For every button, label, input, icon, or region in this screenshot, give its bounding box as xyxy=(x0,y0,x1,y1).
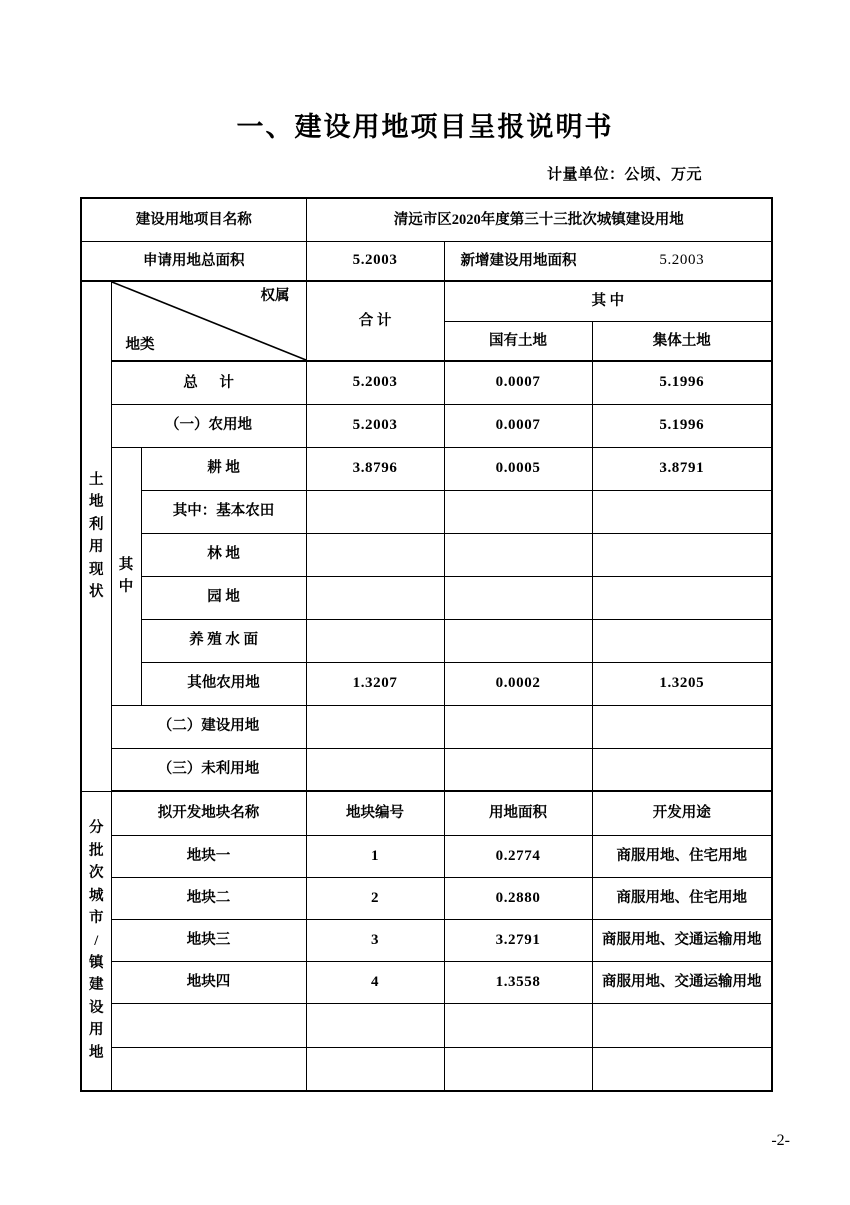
among-which-header: 其 中 xyxy=(444,281,772,321)
new-construction-value: 5.2003 xyxy=(659,252,705,269)
collective-header: 集体土地 xyxy=(592,321,772,361)
cell-agri-collective: 5.1996 xyxy=(592,404,772,447)
applied-area-value: 5.2003 xyxy=(306,241,444,281)
col-header-parcel-no: 地块编号 xyxy=(306,791,444,835)
cell-agri-sum: 5.2003 xyxy=(306,404,444,447)
row-label-total: 总 计 xyxy=(111,361,306,404)
section1-sub-vertical-label xyxy=(111,447,141,705)
vtext-char: 用 xyxy=(89,1022,104,1039)
table-row-other-agricultural xyxy=(81,662,772,705)
project-name-value: 清远市区2020年度第三十三批次城镇建设用地 xyxy=(306,198,772,241)
vtext-char: 设 xyxy=(89,999,104,1016)
cell-unused-collective xyxy=(592,748,772,791)
table-row-aquaculture xyxy=(81,619,772,662)
section1-vertical-label-text xyxy=(82,469,111,604)
table-row-parcel xyxy=(81,835,772,877)
table-row-parcel-empty xyxy=(81,1047,772,1091)
cell-construction-state xyxy=(444,705,592,748)
vtext-char: 状 xyxy=(89,584,104,601)
page-title: 一、建设用地项目呈报说明书 xyxy=(236,112,614,142)
col-header-parcel-name: 拟开发地块名称 xyxy=(111,791,306,835)
cell-construction-collective xyxy=(592,705,772,748)
parcel-area: 3.2791 xyxy=(444,919,592,961)
cell-forest-collective xyxy=(592,533,772,576)
table-row-forest xyxy=(81,533,772,576)
ownership-label: 权属 xyxy=(260,288,290,304)
vtext-char: 利 xyxy=(89,516,104,533)
vtext-char: 城 xyxy=(89,887,104,904)
table-row-parcel xyxy=(81,961,772,1003)
applied-area-label: 申请用地总面积 xyxy=(81,241,306,281)
cell-garden-state xyxy=(444,576,592,619)
section1-vertical-label xyxy=(81,281,111,791)
vtext-char: 现 xyxy=(89,561,104,578)
cell-unused-sum xyxy=(306,748,444,791)
parcel-use: 商服用地、住宅用地 xyxy=(592,877,772,919)
parcel-use xyxy=(592,1003,772,1047)
cell-otheragri-state: 0.0002 xyxy=(444,662,592,705)
row-label-agricultural: （一）农用地 xyxy=(111,404,306,447)
table-row-cultivated xyxy=(81,447,772,490)
parcel-area: 0.2774 xyxy=(444,835,592,877)
row-label-aquaculture: 养 殖 水 面 xyxy=(141,619,306,662)
cell-basicfarm-collective xyxy=(592,490,772,533)
page-number: -2- xyxy=(771,1132,790,1149)
row-label-unused-land: （三）未利用地 xyxy=(111,748,306,791)
vtext-char: 用 xyxy=(89,539,104,556)
vtext-char: 其 xyxy=(118,556,134,573)
parcel-area xyxy=(444,1047,592,1091)
table-row-project-name xyxy=(81,198,772,241)
parcel-use: 商服用地、住宅用地 xyxy=(592,835,772,877)
parcel-name xyxy=(111,1047,306,1091)
cell-forest-sum xyxy=(306,533,444,576)
parcel-area xyxy=(444,1003,592,1047)
cell-total-sum: 5.2003 xyxy=(306,361,444,404)
parcel-name xyxy=(111,1003,306,1047)
row-label-construction-land: （二）建设用地 xyxy=(111,705,306,748)
cell-forest-state xyxy=(444,533,592,576)
table-row-parcel-header xyxy=(81,791,772,835)
parcel-name: 地块一 xyxy=(111,835,306,877)
cell-total-collective: 5.1996 xyxy=(592,361,772,404)
row-label-other-agricultural: 其他农用地 xyxy=(141,662,306,705)
project-name-label: 建设用地项目名称 xyxy=(81,198,306,241)
table-row-parcel xyxy=(81,919,772,961)
table-row-basic-farmland xyxy=(81,490,772,533)
header-diagonal-cell xyxy=(111,281,306,361)
section1-sub-vertical-label-text xyxy=(112,554,141,599)
parcel-area: 1.3558 xyxy=(444,961,592,1003)
section2-vertical-label xyxy=(81,791,111,1091)
vtext-char: 土 xyxy=(89,471,104,488)
parcel-name: 地块四 xyxy=(111,961,306,1003)
parcel-no: 2 xyxy=(306,877,444,919)
parcel-use: 商服用地、交通运输用地 xyxy=(592,919,772,961)
table-row-unused-land xyxy=(81,748,772,791)
cell-otheragri-collective: 1.3205 xyxy=(592,662,772,705)
table-row-agricultural xyxy=(81,404,772,447)
table-row-header-top xyxy=(81,281,772,321)
parcel-use: 商服用地、交通运输用地 xyxy=(592,961,772,1003)
state-owned-header: 国有土地 xyxy=(444,321,592,361)
col-header-parcel-area: 用地面积 xyxy=(444,791,592,835)
cell-construction-sum xyxy=(306,705,444,748)
landtype-label: 地类 xyxy=(125,336,155,353)
section2-vertical-label-text xyxy=(82,817,111,1064)
parcel-name: 地块二 xyxy=(111,877,306,919)
parcel-area: 0.2880 xyxy=(444,877,592,919)
cell-total-state: 0.0007 xyxy=(444,361,592,404)
parcel-no xyxy=(306,1003,444,1047)
land-use-report-table xyxy=(80,197,773,1092)
table-row-total xyxy=(81,361,772,404)
vtext-char: 地 xyxy=(89,1044,104,1061)
row-label-forest: 林 地 xyxy=(141,533,306,576)
vtext-char: 分 xyxy=(89,820,104,837)
vtext-char: 批 xyxy=(89,842,104,859)
vtext-char: 市 xyxy=(89,910,104,927)
cell-otheragri-sum: 1.3207 xyxy=(306,662,444,705)
table-row-parcel-empty xyxy=(81,1003,772,1047)
cell-aqua-collective xyxy=(592,619,772,662)
cell-aqua-sum xyxy=(306,619,444,662)
cell-agri-state: 0.0007 xyxy=(444,404,592,447)
new-construction-label: 新增建设用地面积 xyxy=(460,252,577,269)
vtext-char: 地 xyxy=(89,494,104,511)
cell-unused-state xyxy=(444,748,592,791)
cell-garden-sum xyxy=(306,576,444,619)
cell-basicfarm-state xyxy=(444,490,592,533)
parcel-name: 地块三 xyxy=(111,919,306,961)
vtext-char: 建 xyxy=(89,977,104,994)
table-row-areas xyxy=(81,241,772,281)
new-construction-cell xyxy=(444,241,772,281)
table-row-construction-land xyxy=(81,705,772,748)
vtext-char: 中 xyxy=(118,579,134,595)
cell-cultivated-state: 0.0005 xyxy=(444,447,592,490)
table-row-parcel xyxy=(81,877,772,919)
parcel-no xyxy=(306,1047,444,1091)
vtext-char: 次 xyxy=(89,865,104,882)
cell-cultivated-sum: 3.8796 xyxy=(306,447,444,490)
cell-basicfarm-sum xyxy=(306,490,444,533)
cell-aqua-state xyxy=(444,619,592,662)
vtext-char: / xyxy=(94,932,99,949)
parcel-no: 1 xyxy=(306,835,444,877)
table-row-garden xyxy=(81,576,772,619)
parcel-use xyxy=(592,1047,772,1091)
col-header-parcel-use: 开发用途 xyxy=(592,791,772,835)
parcel-no: 4 xyxy=(306,961,444,1003)
cell-garden-collective xyxy=(592,576,772,619)
row-label-garden: 园 地 xyxy=(141,576,306,619)
vtext-char: 镇 xyxy=(89,954,104,971)
parcel-no: 3 xyxy=(306,919,444,961)
cell-cultivated-collective: 3.8791 xyxy=(592,447,772,490)
total-column-header: 合 计 xyxy=(306,281,444,361)
row-label-cultivated: 耕 地 xyxy=(141,447,306,490)
measurement-unit-note: 计量单位：公顷、万元 xyxy=(546,167,702,183)
row-label-basic-farmland: 其中：基本农田 xyxy=(141,490,306,533)
